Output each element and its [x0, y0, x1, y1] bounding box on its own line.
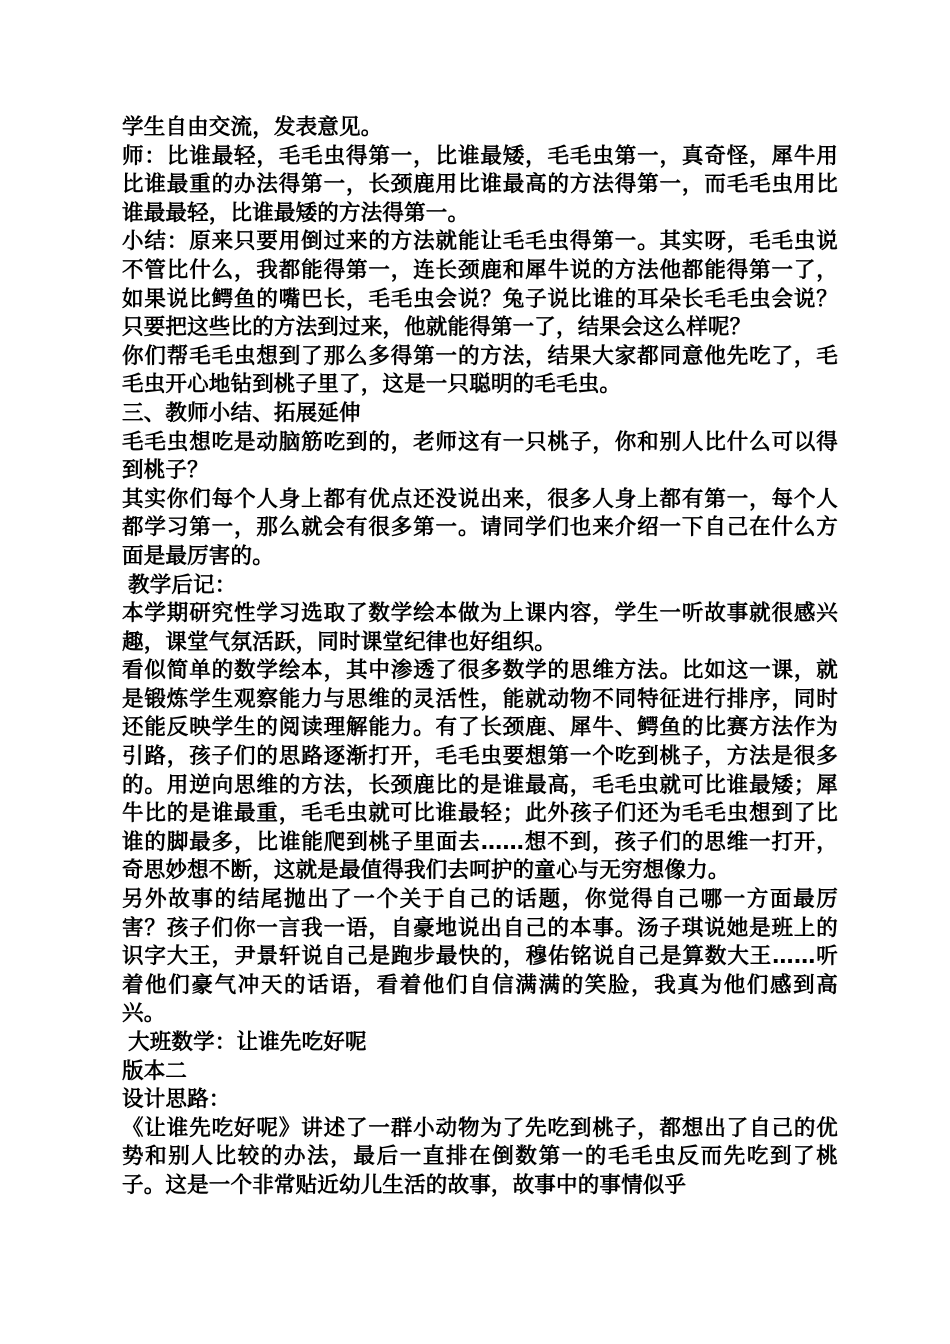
- heading-teaching-notes: 教学后记：: [128, 572, 237, 598]
- paragraph-everyone-first: 其实你们每个人身上都有优点还没说出来，很多人身上都有第一，每个人都学习第一，那么就会有很多第一。请同学们也来介绍一下自己在什么方面是最厉害的。: [122, 486, 838, 569]
- heading-design-idea: 设计思路：: [122, 1087, 231, 1113]
- paragraph-notes-ending: 另外故事的结尾抛出了一个关于自己的话题，你觉得自己哪一方面最厉害？孩子们你一言我一语，自豪地说出自己的本事。汤子琪说她是班上的识字大王，尹景轩说自己是跑步最快的，穆佑铭说自己是算数大王……听着他们豪气冲天的话语，看着他们自信满满的笑脸，我真为他们感到高兴。: [122, 887, 838, 1027]
- document-page: [116, 114, 838, 1201]
- paragraph-notes-intro: 本学期研究性学习选取了数学绘本做为上课内容，学生一听故事就很感兴趣，课堂气氛活跃，同时课堂纪律也好组织。: [122, 601, 838, 655]
- heading-version-two: 版本二: [122, 1058, 188, 1084]
- paragraph-teacher-remark: 师：比谁最轻，毛毛虫得第一，比谁最矮，毛毛虫第一，真奇怪，犀牛用比谁最重的办法得第一，长颈鹿用比谁最高的方法得第一，而毛毛虫用比谁最最轻，比谁最矮的方法得第一。: [122, 143, 838, 226]
- paragraph-design-idea: 《让谁先吃好呢》讲述了一群小动物为了先吃到桃子，都想出了自己的优势和别人比较的办法，最后一直排在倒数第一的毛毛虫反而先吃到了桃子。这是一个非常贴近幼儿生活的故事，故事中的事情似乎: [122, 1115, 838, 1198]
- heading-lesson-title: 大班数学：让谁先吃好呢: [128, 1030, 367, 1055]
- paragraph-notes-thinking: 看似简单的数学绘本，其中渗透了很多数学的思维方法。比如这一课，就是锻炼学生观察能力与思维的灵活性，能就动物不同特征进行排序，同时还能反映学生的阅读理解能力。有了长颈鹿、犀牛、鳄鱼的比赛方法作为引路，孩子们的思路逐渐打开，毛毛虫要想第一个吃到桃子，方法是很多的。用逆向思维的方法，长颈鹿比的是谁最高，毛毛虫就可比谁最矮；犀牛比的是谁最重，毛毛虫就可比谁最轻；此外孩子们还为毛毛虫想到了比谁的脚最多，比谁能爬到桃子里面去……想不到，孩子们的思维一打开，奇思妙想不断，这就是最值得我们去呵护的童心与无穷想像力。: [122, 658, 838, 884]
- paragraph-student-discussion: 学生自由交流，发表意见。: [122, 115, 383, 140]
- paragraph-clever-caterpillar: 你们帮毛毛虫想到了那么多得第一的方法，结果大家都同意他先吃了，毛毛虫开心地钻到桃子里了，这是一只聪明的毛毛虫。: [122, 343, 838, 398]
- section-heading-teacher-summary: 三、教师小结、拓展延伸: [122, 400, 361, 426]
- paragraph-summary: 小结：原来只要用倒过来的方法就能让毛毛虫得第一。其实呀，毛毛虫说不管比什么，我都能得第一，连长颈鹿和犀牛说的方法他都能得第一了，如果说比鳄鱼的嘴巴长，毛毛虫会说？兔子说比谁的耳朵长毛毛虫会说？只要把这些比的方法到过来，他就能得第一了，结果会这么样呢？: [122, 229, 838, 341]
- paragraph-peach-question: 毛毛虫想吃是动脑筋吃到的，老师这有一只桃子，你和别人比什么可以得到桃子？: [122, 429, 838, 484]
